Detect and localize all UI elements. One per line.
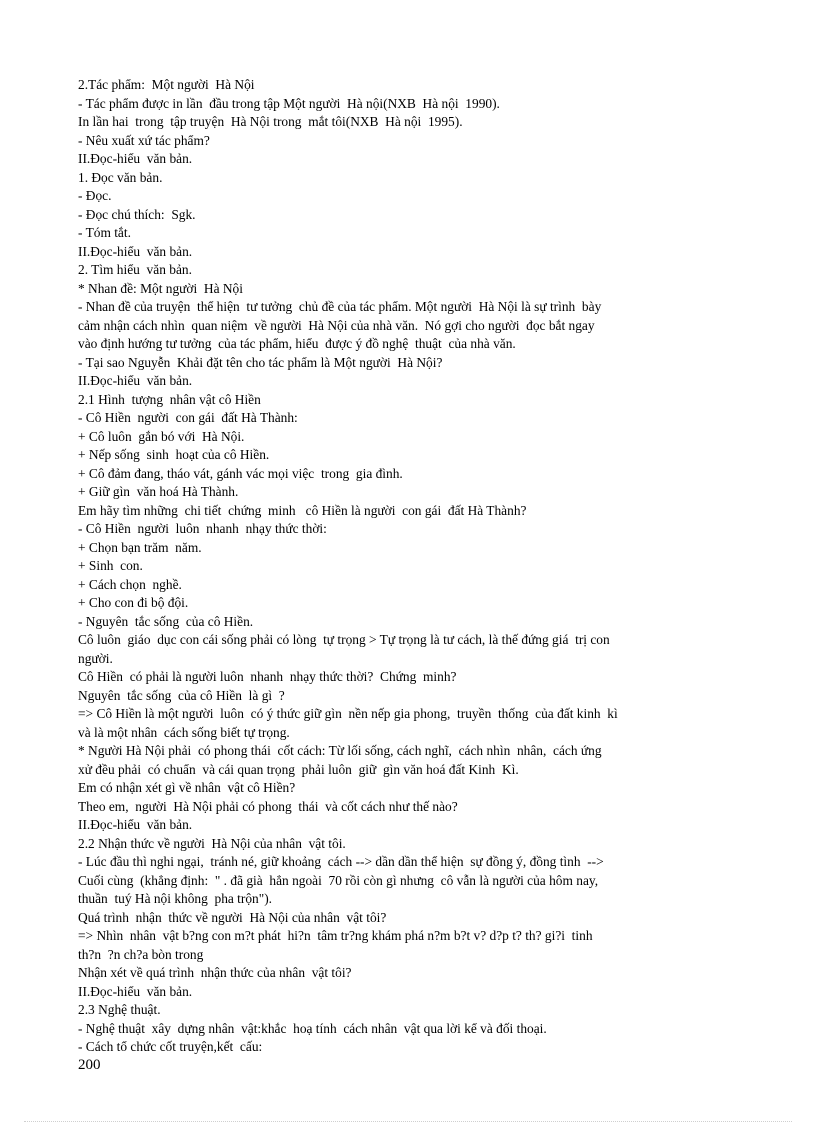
text-line: thuần tuý Hà nội không pha trộn"). [78,891,273,906]
text-line: Cuối cùng (khẳng định: " . đã già hẳn ngoài 70 rồi còn gì nhưng cô vẫn là người của hôm nay, [78,872,599,888]
text-line: - Nêu xuất xứ tác phẩm? [78,132,210,148]
text-line: - Nhan đề của truyện thể hiện tư tưởng chủ đề của tác phẩm. Một người Hà Nội là sự trình bày [78,299,602,314]
text-line: Cô luôn giáo dục con cái sống phải có lòng tự trọng > Tự trọng là tư cách, là thế đứng giá trị con [78,632,610,647]
text-line: vào định hướng tư tưởng của tác phẩm, hiểu được ý đồ nghệ thuật của nhà văn. [78,336,516,351]
text-line: * Người Hà Nội phải có phong thái cốt cách: Từ lối sống, cách nghĩ, cách nhìn nhân, cách ứng [78,743,602,758]
section-heading: II.Đọc-hiểu văn bản. [78,243,193,259]
text-line: + Giữ gìn văn hoá Hà Thành. [78,484,239,499]
section-heading: II.Đọc-hiểu văn bản. [78,817,193,832]
text-line: + Chọn bạn trăm năm. [78,539,202,555]
text-line: 1. Đọc văn bản. [78,169,163,185]
text-line: - Tại sao Nguyễn Khải đặt tên cho tác phẩm là Một người Hà Nội? [78,354,443,370]
text-line: => Cô Hiền là một người luôn có ý thức giữ gìn nền nếp gia phong, truyền thống của đất kinh kì [78,706,618,721]
text-line: - Lúc đầu thì nghi ngại, tránh né, giữ khoảng cách --> dần dần thể hiện sự đồng ý, đồng tình --> [78,854,604,869]
text-line: - Đọc chú thích: Sgk. [78,206,196,222]
text-line: người. [78,650,113,666]
text-line: + Cô luôn gắn bó với Hà Nội. [78,428,245,444]
section-heading: II.Đọc-hiểu văn bản. [78,151,193,166]
text-line: Em hãy tìm những chi tiết chứng minh cô Hiền là người con gái đất Hà Thành? [78,502,527,518]
text-line: và là một nhân cách sống biết tự trọng. [78,724,290,740]
text-line: Nhận xét về quá trình nhận thức của nhân vật tôi? [78,965,352,980]
text-line: - Nghệ thuật xây dựng nhân vật:khắc hoạ tính cách nhân vật qua lời kể và đối thoại. [78,1020,547,1036]
text-line: - Cách tổ chức cốt truyện,kết cấu: [78,1039,263,1054]
text-line: Theo em, người Hà Nội phải có phong thái và cốt cách như thế nào? [78,798,458,814]
text-line: * Nhan đề: Một người Hà Nội [78,280,243,296]
text-line: Quá trình nhận thức về người Hà Nội của nhân vật tôi? [78,909,387,925]
text-line: - Cô Hiền người con gái đất Hà Thành: [78,410,298,425]
document-body [78,76,738,1057]
text-line: 2.Tác phẩm: Một người Hà Nội [78,77,255,92]
text-line: cảm nhận cách nhìn quan niệm về người Hà Nội của nhà văn. Nó gợi cho người đọc bắt ngay [78,317,595,333]
text-line: 2.2 Nhận thức về người Hà Nội của nhân vật tôi. [78,835,346,851]
text-line: 2.3 Nghệ thuật. [78,1002,161,1017]
text-line: + Sinh con. [78,558,143,573]
footer-divider [24,1121,792,1122]
text-line: 2.1 Hình tượng nhân vật cô Hiền [78,391,261,407]
text-line: - Tóm tắt. [78,225,131,240]
text-line: => Nhìn nhân vật b?ng con m?t phát hi?n tâm tr?ng khám phá n?m b?t v? d?p t? th? gi?i tinh [78,928,593,943]
text-line: Cô Hiền có phải là người luôn nhanh nhạy thức thời? Chứng minh? [78,669,457,684]
text-line: 2. Tìm hiểu văn bản. [78,262,192,277]
text-line: + Cách chọn nghề. [78,576,182,592]
section-heading: II.Đọc-hiểu văn bản. [78,373,193,388]
text-line: xử đều phải có chuẩn và cái quan trọng phải luôn giữ gìn văn hoá đất Kinh Kì. [78,761,519,777]
text-line: + Nếp sống sinh hoạt của cô Hiền. [78,447,270,462]
section-heading: II.Đọc-hiểu văn bản. [78,983,193,999]
text-line: th?n ?n ch?a bòn trong [78,946,204,962]
text-line: Nguyên tắc sống của cô Hiền là gì ? [78,687,285,703]
text-line: - Đọc. [78,188,112,203]
text-line: + Cô đảm đang, tháo vát, gánh vác mọi việc trong gia đình. [78,465,403,481]
text-line: Em có nhận xét gì về nhân vật cô Hiền? [78,780,296,795]
page-number: 200 [78,1057,101,1073]
text-line: - Nguyên tắc sống của cô Hiền. [78,613,254,629]
text-line: In lần hai trong tập truyện Hà Nội trong mắt tôi(NXB Hà nội 1995). [78,114,463,129]
text-line: - Tác phẩm được in lần đầu trong tập Một người Hà nội(NXB Hà nội 1990). [78,95,500,111]
text-line: + Cho con đi bộ đội. [78,595,189,610]
text-line: - Cô Hiền người luôn nhanh nhạy thức thời: [78,521,327,536]
